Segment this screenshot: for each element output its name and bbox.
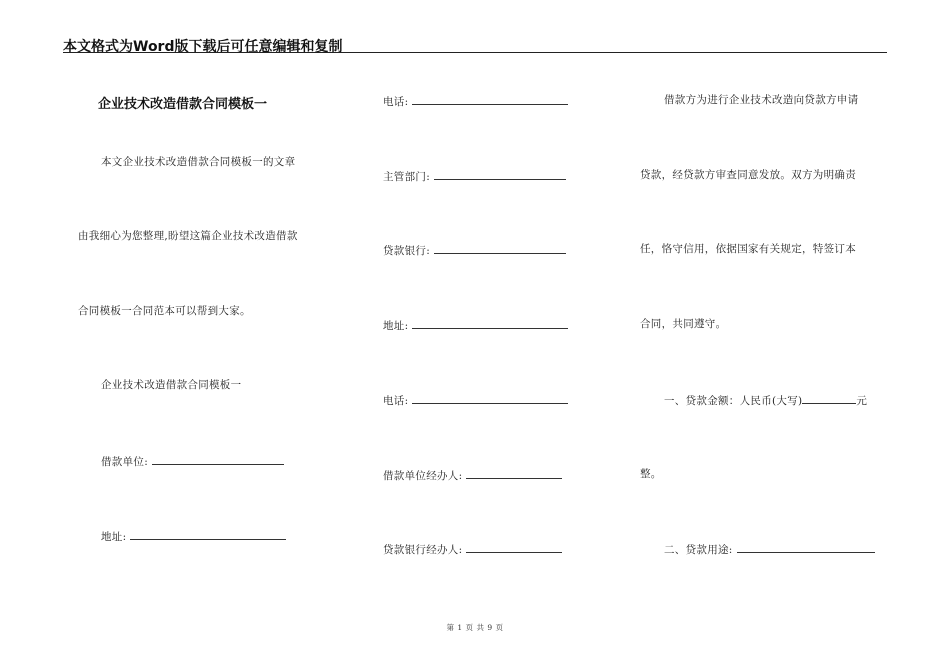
borrower-label: 借款单位: [101,456,149,468]
bank-field [383,242,566,258]
intro-line-2: 由我细心为您整理,盼望这篇企业技术改造借款 [78,230,298,242]
dept-label: 主管部门: [383,171,431,183]
phone-field-2 [383,392,568,408]
bank-agent-field [383,541,562,557]
loan-amount-suffix: 元 [856,395,868,407]
borrower-agent-blank [466,467,562,479]
address-label-col1: 地址: [101,531,127,543]
phone-label-1: 电话: [383,96,409,108]
loan-amount-prefix: 一、贷款金额：人民币(大写) [664,395,803,407]
address-label-col2: 地址: [383,320,409,332]
borrower-field [101,453,284,469]
loan-amount-field [664,392,867,408]
phone-blank-2 [412,392,568,404]
bank-blank [434,242,566,254]
bank-agent-blank [466,541,562,553]
phone-label-2: 电话: [383,395,409,407]
dept-field [383,168,566,184]
intro-line-3: 合同模板一合同范本可以帮到大家。 [78,305,251,317]
terms-line-2: 贷款，经贷款方审查同意发放。双方为明确责 [640,169,856,181]
contract-subtitle: 企业技术改造借款合同模板一 [101,379,242,391]
address-field-col2 [383,317,568,333]
bank-label: 贷款银行: [383,245,431,257]
page-number: 第 1 页 共 9 页 [446,623,504,632]
phone-blank-1 [412,93,568,105]
intro-line-1: 本文企业技术改造借款合同模板一的文章 [101,156,296,168]
header-title: 本文格式为Word版下载后可任意编辑和复制 [63,39,343,55]
loan-purpose-label: 二、贷款用途: [664,544,733,556]
borrower-agent-label: 借款单位经办人: [383,470,463,482]
bank-agent-label: 贷款银行经办人: [383,544,463,556]
dept-blank [434,168,566,180]
header-divider [63,52,887,53]
borrower-blank [152,453,284,465]
document-title: 企业技术改造借款合同模板一 [98,97,268,112]
loan-amount-blank [802,392,856,404]
terms-line-4: 合同，共同遵守。 [640,318,727,330]
terms-line-3: 任，恪守信用，依据国家有关规定，特签订本 [640,243,856,255]
address-blank-col1 [130,528,286,540]
address-field-col1 [101,528,286,544]
terms-line-1: 借款方为进行企业技术改造向贷款方申请 [664,94,859,106]
phone-field-1 [383,93,568,109]
address-blank-col2 [412,317,568,329]
borrower-agent-field [383,467,562,483]
loan-purpose-field [664,541,875,557]
loan-amount-end: 整。 [640,468,662,480]
loan-purpose-blank [737,541,875,553]
